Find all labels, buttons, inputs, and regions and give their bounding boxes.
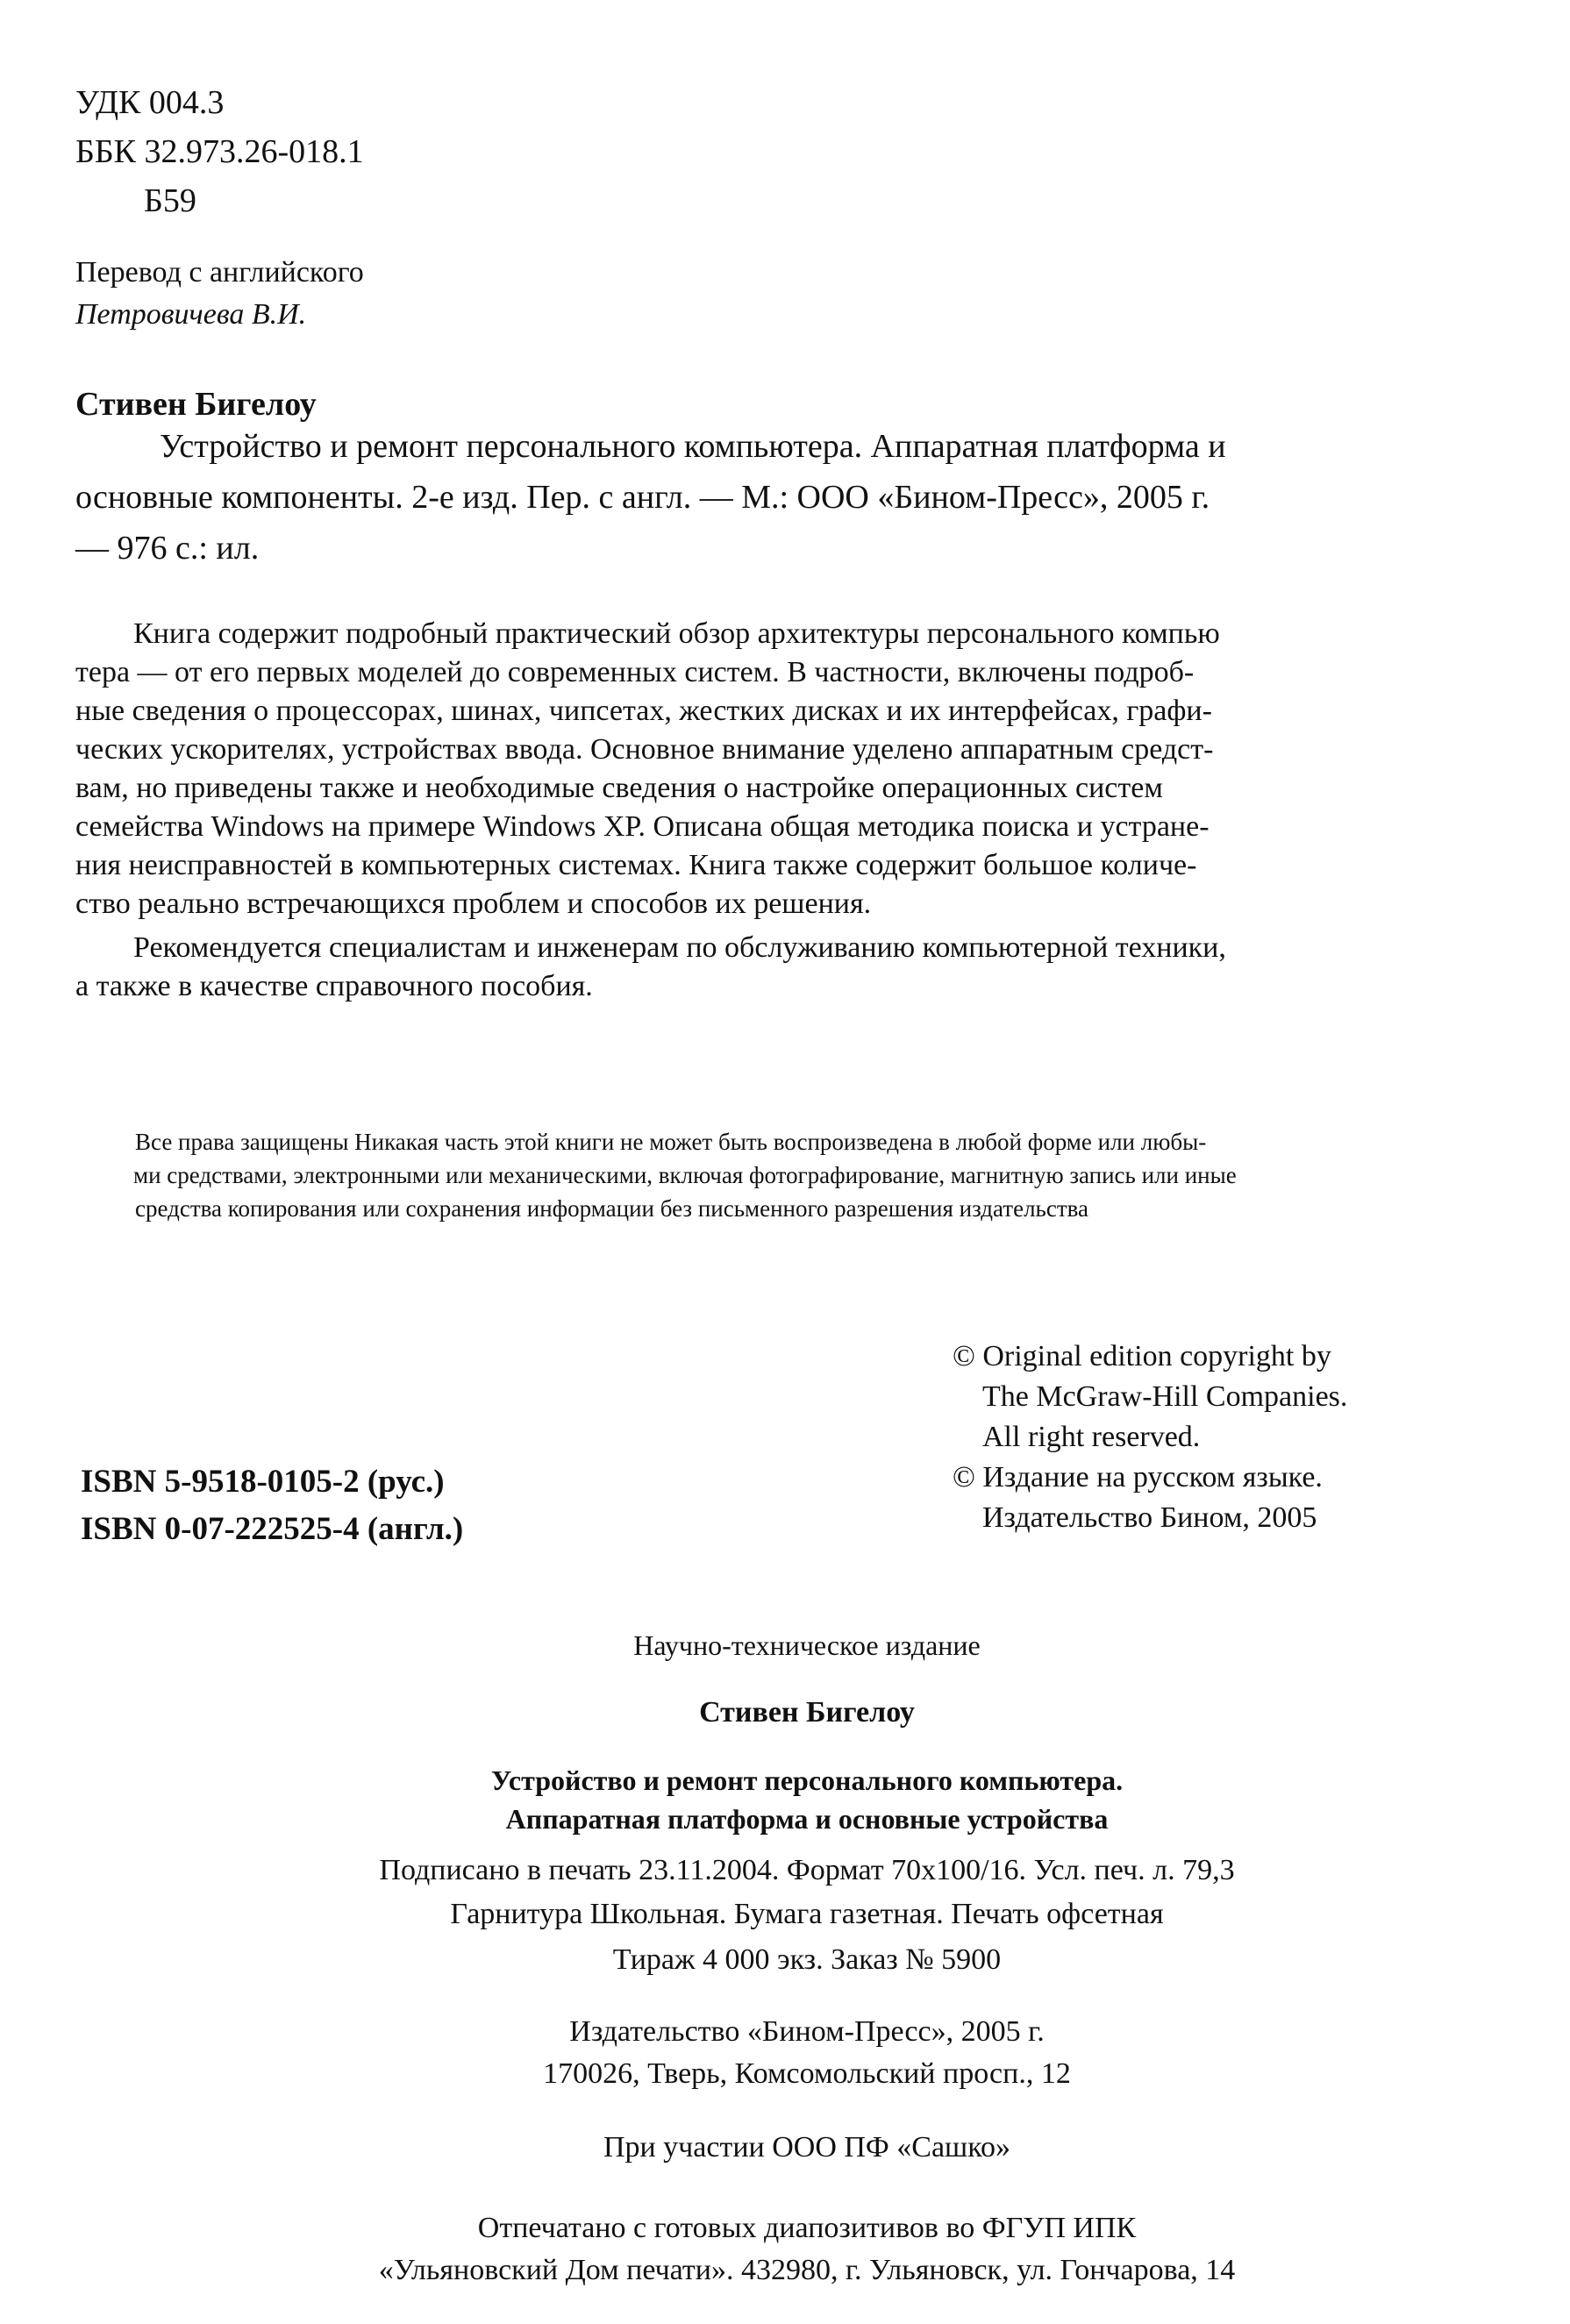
rights-line: средства копирования или сохранения информации без письменного разрешения издательства: [135, 1195, 1089, 1222]
isbn-english: ISBN 0-07-222525-4 (англ.): [81, 1511, 464, 1547]
bbk-code: ББК 32.973.26-018.1: [75, 133, 364, 170]
print-line-3: Тираж 4 000 экз. Заказ № 5900: [612, 1943, 1002, 1976]
imprint-title-line-2: Аппаратная платформа и основные устройства: [505, 1803, 1109, 1835]
edition-type: Научно-техническое издание: [633, 1629, 981, 1661]
annotation-line: тера — от его первых моделей до современных систем. В частности, включены подроб-: [75, 656, 1195, 688]
annotation-line: Книга содержит подробный практический обзор архитектуры персонального компью: [133, 617, 1220, 650]
copyright-line-4: © Издание на русском языке.: [953, 1461, 1323, 1493]
publisher-line-1: Издательство «Бином-Пресс», 2005 г.: [569, 2015, 1045, 2048]
translation-note: Перевод с английского: [75, 256, 364, 289]
annotation-line: ческих ускорителях, устройствах ввода. Основное внимание уделено аппаратным средст-: [75, 733, 1214, 766]
participation-note: При участии ООО ПФ «Сашко»: [603, 2131, 1011, 2164]
imprint-title-line-1: Устройство и ремонт персонального компьютера.: [490, 1764, 1124, 1796]
translator-name: Петровичева В.И.: [75, 298, 307, 331]
annotation-line: ные сведения о процессорах, шинах, чипсетах, жестких дисках и их интерфейсах, графи-: [75, 695, 1212, 727]
printed-by-line-1: Отпечатано с готовых диапозитивов во ФГУП ИПК: [477, 2212, 1137, 2244]
rights-notice: [135, 1124, 1503, 1224]
bib-description-line-3: — 976 с.: ил.: [75, 530, 260, 567]
rights-line: ми средствами, электронными или механическими, включая фотографирование, магнитную запись или иные: [133, 1162, 1237, 1188]
annotation-line: а также в качестве справочного пособия.: [75, 970, 593, 1002]
author-mark: Б59: [144, 182, 196, 219]
annotation: [75, 616, 1479, 1007]
print-line-2: Гарнитура Школьная. Бумага газетная. Печать офсетная: [450, 1898, 1164, 1930]
bib-description-line-1: Устройство и ремонт персонального компьютера. Аппаратная платформа и: [160, 428, 1226, 465]
print-line-1: Подписано в печать 23.11.2004. Формат 70x100/16. Усл. печ. л. 79,3: [379, 1854, 1235, 1886]
copyright-line-1: © Original edition copyright by: [953, 1340, 1331, 1372]
rights-line: Все права защищены Никакая часть этой книги не может быть воспроизведена в любой форме или любы-: [135, 1129, 1207, 1155]
isbn-russian: ISBN 5-9518-0105-2 (рус.): [81, 1464, 445, 1500]
annotation-line: ния неисправностей в компьютерных системах. Книга также содержит большое количе-: [75, 849, 1197, 881]
printed-by-line-2: «Ульяновский Дом печати». 432980, г. Ульяновск, ул. Гончарова, 14: [378, 2254, 1236, 2286]
imprint-author: Стивен Бигелоу: [699, 1696, 915, 1729]
annotation-line: Рекомендуется специалистам и инженерам по обслуживанию компьютерной техники,: [133, 931, 1226, 964]
udk-code: УДК 004.3: [75, 84, 225, 121]
publisher-line-2: 170026, Тверь, Комсомольский просп., 12: [543, 2057, 1071, 2090]
annotation-line: вам, но приведены также и необходимые сведения о настройке операционных систем: [75, 772, 1163, 804]
copyright-line-5: Издательство Бином, 2005: [982, 1501, 1317, 1534]
copyright-line-2: The McGraw-Hill Companies.: [982, 1380, 1348, 1413]
annotation-line: ство реально встречающихся проблем и способов их решения.: [75, 888, 872, 920]
bib-description-line-2: основные компоненты. 2-е изд. Пер. с англ. — М.: ООО «Бином-Пресс», 2005 г.: [75, 479, 1210, 516]
copyright-line-3: All right reserved.: [982, 1421, 1201, 1453]
book-author: Стивен Бигелоу: [75, 386, 317, 423]
annotation-line: семейства Windows на примере Windows XP. Описана общая методика поиска и устране-: [75, 810, 1210, 843]
